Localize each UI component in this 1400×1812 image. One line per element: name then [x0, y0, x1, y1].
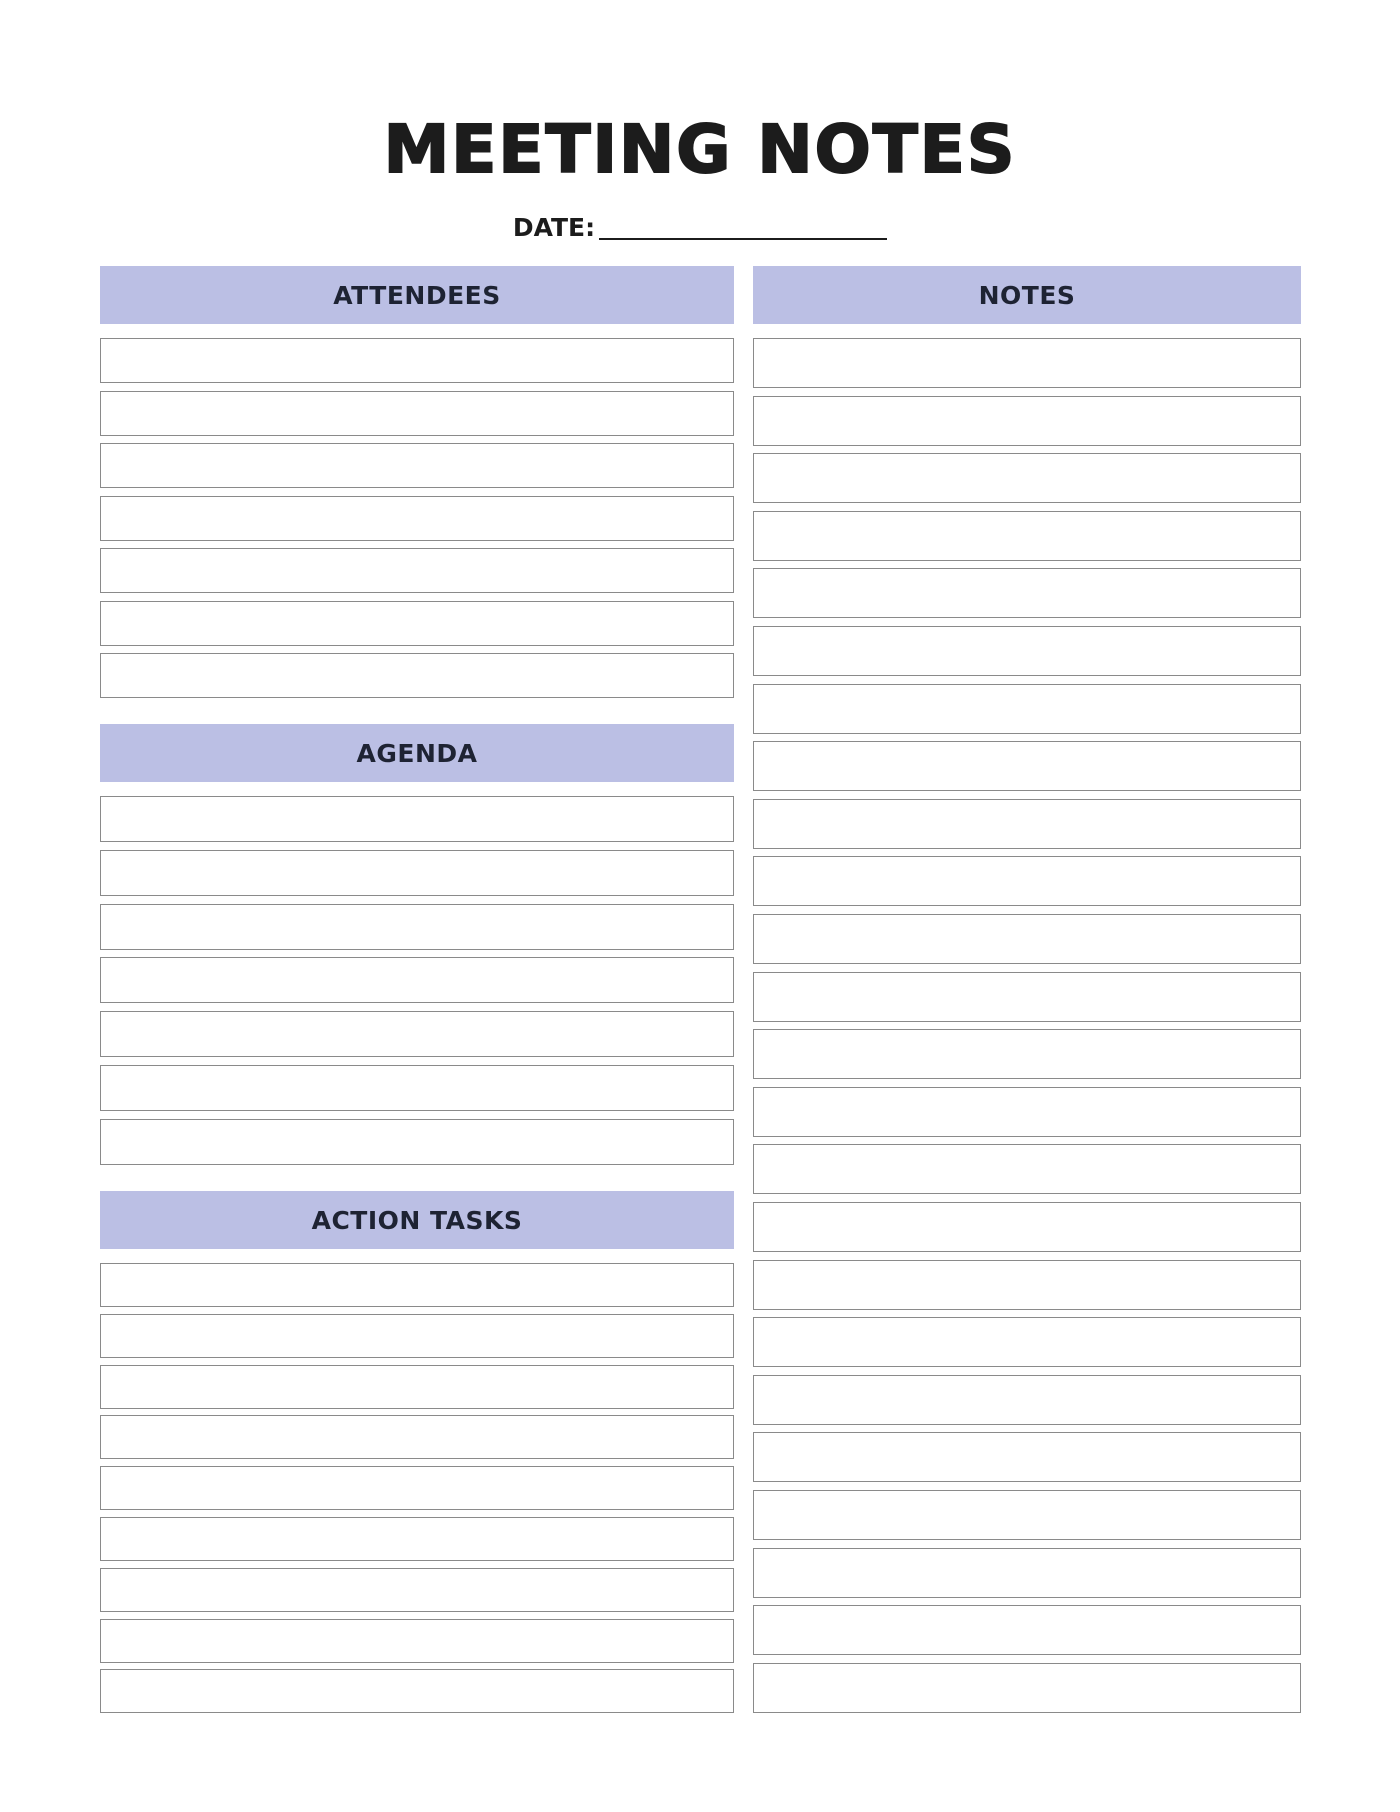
date-row: [0, 207, 1400, 243]
notes-row[interactable]: [753, 1144, 1301, 1194]
action-task-row[interactable]: [100, 1365, 734, 1409]
action-tasks-header: ACTION TASKS: [100, 1191, 734, 1249]
attendees-section: [100, 266, 734, 324]
date-field[interactable]: [599, 238, 887, 240]
agenda-row[interactable]: [100, 1065, 734, 1111]
action-task-row[interactable]: [100, 1669, 734, 1713]
notes-row[interactable]: [753, 338, 1301, 388]
date-label: DATE:: [512, 213, 596, 242]
notes-row[interactable]: [753, 1260, 1301, 1310]
notes-row[interactable]: [753, 1317, 1301, 1367]
notes-row[interactable]: [753, 1375, 1301, 1425]
notes-row[interactable]: [753, 741, 1301, 791]
action-task-row[interactable]: [100, 1517, 734, 1561]
attendee-row[interactable]: [100, 391, 734, 436]
notes-row[interactable]: [753, 914, 1301, 964]
attendee-row[interactable]: [100, 653, 734, 698]
notes-row[interactable]: [753, 972, 1301, 1022]
notes-row[interactable]: [753, 684, 1301, 734]
notes-row[interactable]: [753, 799, 1301, 849]
agenda-row[interactable]: [100, 957, 734, 1003]
notes-section: [753, 266, 1301, 324]
action-tasks-section: [100, 1191, 734, 1249]
attendee-row[interactable]: [100, 548, 734, 593]
notes-row[interactable]: [753, 1029, 1301, 1079]
notes-row[interactable]: [753, 396, 1301, 446]
notes-row[interactable]: [753, 568, 1301, 618]
notes-row[interactable]: [753, 1202, 1301, 1252]
attendee-row[interactable]: [100, 443, 734, 488]
notes-row[interactable]: [753, 1087, 1301, 1137]
page-title: MEETING NOTES: [383, 111, 1017, 188]
notes-row[interactable]: [753, 1605, 1301, 1655]
notes-header: NOTES: [753, 266, 1301, 324]
action-task-row[interactable]: [100, 1619, 734, 1663]
attendee-row[interactable]: [100, 496, 734, 541]
agenda-row[interactable]: [100, 1011, 734, 1057]
agenda-section: [100, 724, 734, 782]
notes-row[interactable]: [753, 511, 1301, 561]
notes-row[interactable]: [753, 1663, 1301, 1713]
notes-row[interactable]: [753, 1490, 1301, 1540]
action-task-row[interactable]: [100, 1466, 734, 1510]
action-task-row[interactable]: [100, 1568, 734, 1612]
attendee-row[interactable]: [100, 338, 734, 383]
agenda-row[interactable]: [100, 904, 734, 950]
notes-row[interactable]: [753, 1548, 1301, 1598]
notes-row[interactable]: [753, 626, 1301, 676]
notes-row[interactable]: [753, 453, 1301, 503]
action-task-row[interactable]: [100, 1415, 734, 1459]
action-task-row[interactable]: [100, 1263, 734, 1307]
agenda-row[interactable]: [100, 1119, 734, 1165]
agenda-row[interactable]: [100, 850, 734, 896]
agenda-header: AGENDA: [100, 724, 734, 782]
attendees-header: ATTENDEES: [100, 266, 734, 324]
agenda-row[interactable]: [100, 796, 734, 842]
notes-row[interactable]: [753, 1432, 1301, 1482]
notes-row[interactable]: [753, 856, 1301, 906]
attendee-row[interactable]: [100, 601, 734, 646]
action-task-row[interactable]: [100, 1314, 734, 1358]
